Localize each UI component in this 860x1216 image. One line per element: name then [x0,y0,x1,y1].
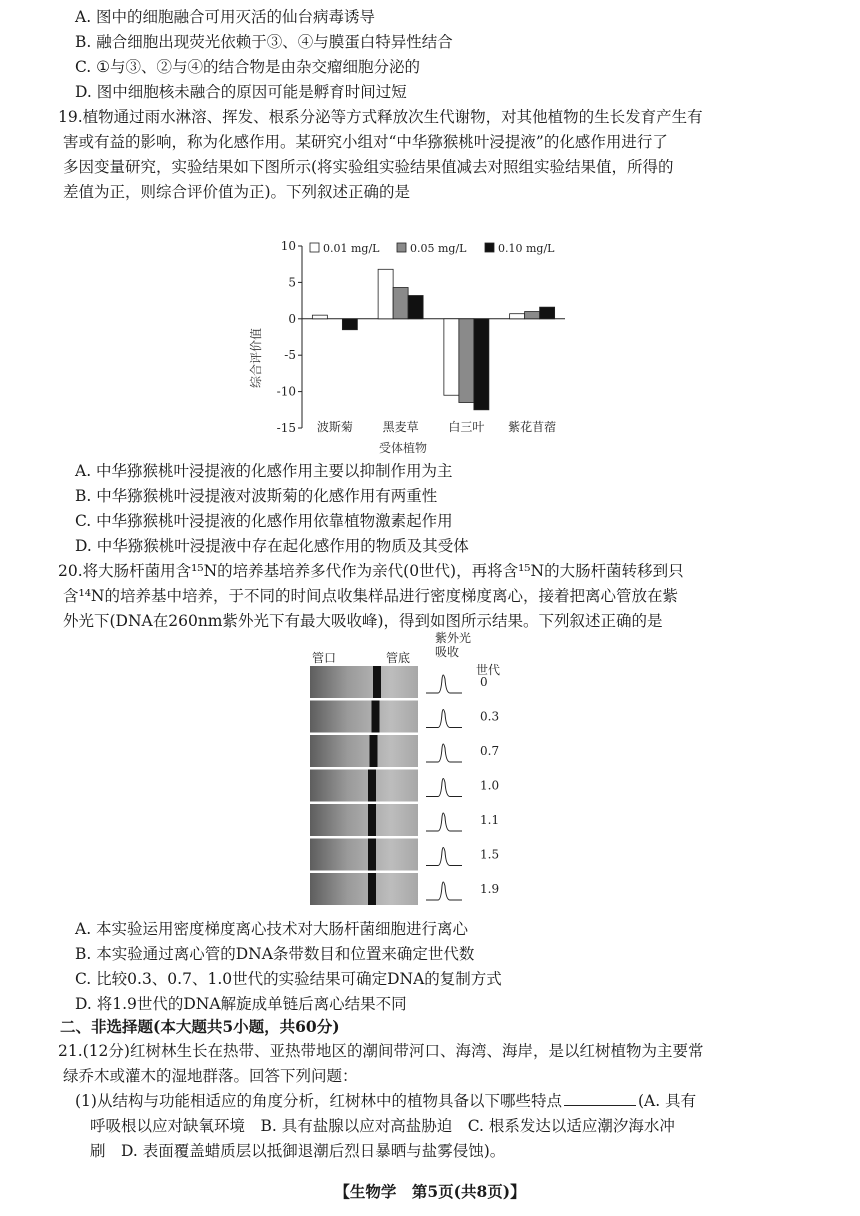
dna-band [370,735,378,767]
q20-option-c: C. 比较0.3、0.7、1.0世代的实验结果可确定DNA的复制方式 [75,970,502,988]
q21-stem-line: 绿乔木或灌木的湿地群落。回答下列问题： [63,1067,358,1085]
chart-bar [312,315,327,319]
q19-stem-line: 19.植物通过雨水淋溶、挥发、根系分泌等方式释放次生代谢物，对其他植物的生长发育产生有 [58,108,703,126]
chart-bar [525,312,540,319]
q20-option-d: D. 将1.9世代的DNA解旋成单链后离心结果不同 [75,995,407,1013]
generation-label: 世代 [476,663,501,677]
centrifuge-tube [310,770,418,802]
chart-category-label: 黑麦草 [382,420,419,434]
chart-bar [540,307,555,319]
chart-y-tick-label: -10 [276,384,296,399]
section-heading: 二、非选择题(本大题共5小题，共60分) [60,1017,340,1036]
chart-bar [444,319,459,395]
chart-legend-label: 0.01 mg/L [323,242,380,255]
chart-x-axis-label: 受体植物 [378,441,428,455]
dna-band [368,770,376,802]
chart-y-tick-label: 0 [288,311,296,326]
uv-label-line2: 吸收 [435,645,460,659]
q20-centrifuge-figure [300,628,540,916]
q21-sub1-cont: 呼吸根以应对缺氧环境 B. 具有盐腺以应对高盐胁迫 C. 根系发达以适应潮汐海水冲 [90,1117,675,1135]
uv-absorption-trace [426,710,462,728]
q20-option-b: B. 本实验通过离心管的DNA条带数目和位置来确定世代数 [75,945,475,963]
dna-band [368,839,376,871]
q19-bar-chart [240,236,580,458]
chart-legend-swatch [485,243,494,252]
chart-bar [342,319,357,330]
uv-absorption-trace [426,744,462,762]
chart-legend-label: 0.05 mg/L [410,242,467,255]
q19-stem-line: 多因变量研究，实验结果如下图所示(将实验组实验结果值减去对照组实验结果值，所得的 [63,158,674,176]
chart-bar [474,319,489,410]
chart-bar [393,287,408,318]
q18-option-c: C. ①与③、②与④的结合物是由杂交瘤细胞分泌的 [75,58,421,76]
q20-stem-line: 外光下(DNA在260nm紫外光下有最大吸收峰)，得到如图所示结果。下列叙述正确的是 [63,612,663,630]
q21-sub1-cont: 刷 D. 表面覆盖蜡质层以抵御退潮后烈日暴晒与盐雾侵蚀)。 [90,1142,506,1160]
generation-value: 1.0 [480,778,500,793]
uv-label-line1: 紫外光 [435,631,472,645]
dna-band [368,804,376,836]
dna-band [372,701,380,733]
chart-y-axis-label: 综合评价值 [249,327,263,389]
chart-legend-label: 0.10 mg/L [498,242,555,255]
generation-value: 0.7 [480,744,500,758]
dna-band [373,666,381,698]
q18-option-b: B. 融合细胞出现荧光依赖于③、④与膜蛋白特异性结合 [75,33,453,51]
centrifuge-tube [310,666,418,698]
chart-y-tick-label: -5 [284,348,296,363]
chart-y-tick-label: -15 [276,421,296,435]
q19-option-a: A. 中华猕猴桃叶浸提液的化感作用主要以抑制作用为主 [75,462,453,480]
answer-blank[interactable] [564,1091,636,1106]
q20-option-a: A. 本实验运用密度梯度离心技术对大肠杆菌细胞进行离心 [75,920,469,938]
centrifuge-tube [310,839,418,871]
tube-bottom-label: 管底 [386,651,411,665]
chart-y-tick-label: 10 [280,239,296,253]
q19-option-c: C. 中华猕猴桃叶浸提液的化感作用依靠植物激素起作用 [75,512,453,530]
generation-value: 1.1 [480,813,500,827]
chart-bar [408,296,423,319]
uv-absorption-trace [426,882,462,900]
chart-category-label: 紫花苜蓿 [508,420,557,434]
chart-bar [459,319,474,403]
q18-option-d: D. 图中细胞核未融合的原因可能是孵育时间过短 [75,83,407,101]
page-footer: 【生物学 第5页(共8页)】 [334,1182,526,1201]
q21-sub1 [75,1090,696,1112]
q20-stem-line: 含¹⁴N的培养基中培养，于不同的时间点收集样品进行密度梯度离心，接着把离心管放在紫 [63,587,678,605]
generation-value: 0 [480,675,488,689]
q21-stem-line: 21.(12分)红树林生长在热带、亚热带地区的潮间带河口、海湾、海岸，是以红树植物为主要常 [58,1042,704,1060]
centrifuge-tube [310,873,418,905]
q18-option-a: A. 图中的细胞融合可用灭活的仙台病毒诱导 [75,8,376,26]
centrifuge-tube [310,735,418,767]
uv-absorption-trace [426,675,462,693]
generation-value: 0.3 [480,709,500,724]
uv-absorption-trace [426,848,462,866]
centrifuge-tube [310,701,418,733]
uv-absorption-trace [426,813,462,831]
chart-y-tick-label: 5 [288,275,296,290]
q19-option-b: B. 中华猕猴桃叶浸提液对波斯菊的化感作用有两重性 [75,487,438,505]
q21-sub1-text: (1)从结构与功能相适应的角度分析，红树林中的植物具备以下哪些特点 [75,1092,562,1110]
q19-stem-line: 差值为正，则综合评价值为正)。下列叙述正确的是 [63,183,411,201]
q21-sub1-text-after: (A. 具有 [637,1092,697,1110]
centrifuge-tube [310,804,418,836]
chart-bar [378,269,393,319]
q20-stem-line: 20.将大肠杆菌用含¹⁵N的培养基培养多代作为亲代(0世代)，再将含¹⁵N的大肠杆菌转移到只 [58,562,684,580]
chart-category-label: 白三叶 [448,420,485,434]
generation-value: 1.5 [480,847,500,862]
chart-legend-swatch [310,243,319,252]
chart-legend-swatch [397,243,406,252]
generation-value: 1.9 [480,882,500,896]
q19-option-d: D. 中华猕猴桃叶浸提液中存在起化感作用的物质及其受体 [75,537,469,555]
uv-absorption-trace [426,779,462,797]
chart-bar [510,314,525,319]
tube-top-label: 管口 [312,651,337,665]
dna-band [368,873,376,905]
q19-stem-line: 害或有益的影响，称为化感作用。某研究小组对“中华猕猴桃叶浸提液”的化感作用进行了 [63,133,668,151]
chart-category-label: 波斯菊 [316,420,353,434]
